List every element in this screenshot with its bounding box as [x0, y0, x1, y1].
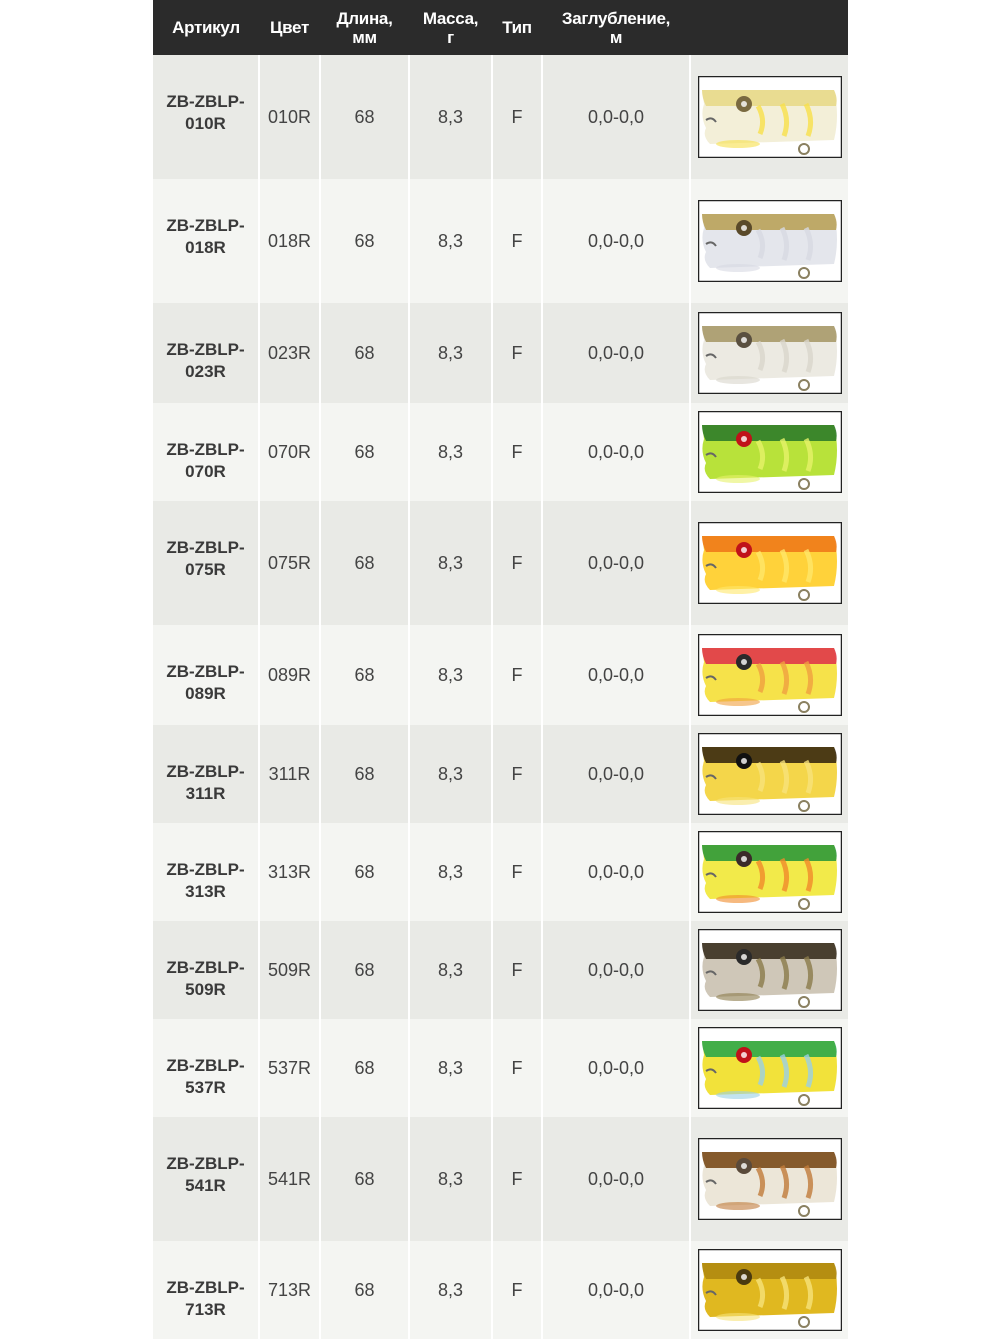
gold-chrome-lure-icon — [698, 1249, 842, 1331]
cell-color: 075R — [259, 501, 320, 625]
cell-mass: 8,3 — [409, 179, 492, 303]
cell-mass: 8,3 — [409, 403, 492, 501]
cell-image — [690, 921, 848, 1019]
article-code: 537R — [185, 1078, 226, 1097]
header-length-line2: мм — [352, 27, 377, 47]
table-header-row — [153, 0, 848, 55]
table-row — [153, 1241, 848, 1339]
cell-depth: 0,0-0,0 — [542, 501, 690, 625]
cell-type: F — [492, 403, 542, 501]
cell-image — [690, 179, 848, 303]
article-code: 023R — [185, 362, 226, 381]
cell-type: F — [492, 179, 542, 303]
cell-color: 541R — [259, 1117, 320, 1241]
cell-length: 68 — [320, 625, 409, 725]
cell-mass: 8,3 — [409, 1241, 492, 1339]
article-prefix: ZB-ZBLP- — [166, 662, 245, 681]
header-length-line1: Длина, — [336, 8, 393, 28]
article-prefix: ZB-ZBLP- — [166, 440, 245, 459]
article-prefix: ZB-ZBLP- — [166, 860, 245, 879]
article-code: 010R — [185, 114, 226, 133]
article-code: 070R — [185, 462, 226, 481]
cell-type: F — [492, 1117, 542, 1241]
cell-article — [153, 501, 259, 625]
header-depth-line1: Заглубление, — [561, 8, 671, 28]
cell-mass: 8,3 — [409, 921, 492, 1019]
cell-color: 313R — [259, 823, 320, 921]
table-row — [153, 725, 848, 823]
cell-mass: 8,3 — [409, 625, 492, 725]
cell-image — [690, 1019, 848, 1117]
table-row — [153, 823, 848, 921]
article-prefix: ZB-ZBLP- — [166, 538, 245, 557]
cell-type: F — [492, 921, 542, 1019]
white-yellow-lure-icon — [698, 76, 842, 158]
cell-length: 68 — [320, 303, 409, 403]
cell-length: 68 — [320, 501, 409, 625]
cell-mass: 8,3 — [409, 725, 492, 823]
header-length — [320, 0, 409, 55]
article-code: 509R — [185, 980, 226, 999]
cell-mass: 8,3 — [409, 55, 492, 179]
lure-spec-table — [153, 0, 848, 1339]
article-code: 541R — [185, 1176, 226, 1195]
article-code: 713R — [185, 1300, 226, 1319]
brown-ghost-lure-icon — [698, 1138, 842, 1220]
header-mass-line2: г — [447, 27, 454, 47]
black-gold-lure-icon — [698, 733, 842, 815]
cell-color: 070R — [259, 403, 320, 501]
cell-article — [153, 625, 259, 725]
cell-length: 68 — [320, 1019, 409, 1117]
table-row — [153, 1117, 848, 1241]
cell-length: 68 — [320, 403, 409, 501]
cell-image — [690, 501, 848, 625]
cell-image — [690, 625, 848, 725]
cell-length: 68 — [320, 1241, 409, 1339]
cell-length: 68 — [320, 55, 409, 179]
cell-depth: 0,0-0,0 — [542, 303, 690, 403]
green-tiger-lure-icon — [698, 411, 842, 493]
cell-type: F — [492, 55, 542, 179]
table-row — [153, 303, 848, 403]
cell-image — [690, 55, 848, 179]
silver-gold-lure-icon — [698, 200, 842, 282]
article-code: 313R — [185, 882, 226, 901]
green-yellow-lure-icon — [698, 831, 842, 913]
clear-silver-lure-icon — [698, 312, 842, 394]
article-prefix: ZB-ZBLP- — [166, 1056, 245, 1075]
cell-type: F — [492, 303, 542, 403]
cell-color: 509R — [259, 921, 320, 1019]
article-code: 075R — [185, 560, 226, 579]
table-row — [153, 1019, 848, 1117]
header-mass-line1: Масса, — [422, 8, 479, 28]
cell-color: 311R — [259, 725, 320, 823]
article-prefix: ZB-ZBLP- — [166, 1278, 245, 1297]
cell-length: 68 — [320, 1117, 409, 1241]
header-depth-line2: м — [609, 27, 623, 47]
table-row — [153, 501, 848, 625]
cell-depth: 0,0-0,0 — [542, 1241, 690, 1339]
cell-article — [153, 179, 259, 303]
cell-type: F — [492, 1019, 542, 1117]
cell-type: F — [492, 625, 542, 725]
green-blue-lure-icon — [698, 1027, 842, 1109]
cell-mass: 8,3 — [409, 1019, 492, 1117]
cell-depth: 0,0-0,0 — [542, 625, 690, 725]
cell-article — [153, 921, 259, 1019]
cell-type: F — [492, 725, 542, 823]
cell-depth: 0,0-0,0 — [542, 1117, 690, 1241]
article-prefix: ZB-ZBLP- — [166, 1154, 245, 1173]
article-prefix: ZB-ZBLP- — [166, 340, 245, 359]
table-row — [153, 921, 848, 1019]
cell-article — [153, 1019, 259, 1117]
cell-mass: 8,3 — [409, 303, 492, 403]
cell-color: 713R — [259, 1241, 320, 1339]
table-row — [153, 179, 848, 303]
cell-article — [153, 303, 259, 403]
cell-type: F — [492, 823, 542, 921]
header-depth — [542, 0, 690, 55]
cell-depth: 0,0-0,0 — [542, 55, 690, 179]
cell-article — [153, 403, 259, 501]
cell-color: 018R — [259, 179, 320, 303]
article-prefix: ZB-ZBLP- — [166, 216, 245, 235]
cell-color: 010R — [259, 55, 320, 179]
cell-length: 68 — [320, 823, 409, 921]
cell-type: F — [492, 501, 542, 625]
cell-image — [690, 403, 848, 501]
cell-mass: 8,3 — [409, 1117, 492, 1241]
header-type: Тип — [492, 0, 542, 55]
cell-article — [153, 1117, 259, 1241]
cell-length: 68 — [320, 179, 409, 303]
orange-tiger-lure-icon — [698, 522, 842, 604]
article-prefix: ZB-ZBLP- — [166, 958, 245, 977]
cell-image — [690, 1117, 848, 1241]
cell-depth: 0,0-0,0 — [542, 921, 690, 1019]
cell-article — [153, 823, 259, 921]
cell-depth: 0,0-0,0 — [542, 823, 690, 921]
header-article: Артикул — [153, 0, 259, 55]
cell-article — [153, 55, 259, 179]
cell-image — [690, 823, 848, 921]
cell-depth: 0,0-0,0 — [542, 179, 690, 303]
cell-depth: 0,0-0,0 — [542, 403, 690, 501]
article-code: 311R — [185, 784, 226, 803]
dark-metallic-lure-icon — [698, 929, 842, 1011]
article-code: 018R — [185, 238, 226, 257]
cell-mass: 8,3 — [409, 823, 492, 921]
cell-article — [153, 725, 259, 823]
cell-mass: 8,3 — [409, 501, 492, 625]
cell-article — [153, 1241, 259, 1339]
red-tiger-lure-icon — [698, 634, 842, 716]
table-row — [153, 403, 848, 501]
cell-image — [690, 303, 848, 403]
cell-image — [690, 725, 848, 823]
article-code: 089R — [185, 684, 226, 703]
header-color: Цвет — [259, 0, 320, 55]
table-row — [153, 625, 848, 725]
cell-color: 023R — [259, 303, 320, 403]
cell-depth: 0,0-0,0 — [542, 1019, 690, 1117]
table-row — [153, 55, 848, 179]
cell-length: 68 — [320, 725, 409, 823]
cell-image — [690, 1241, 848, 1339]
cell-color: 537R — [259, 1019, 320, 1117]
article-prefix: ZB-ZBLP- — [166, 92, 245, 111]
header-mass — [409, 0, 492, 55]
cell-color: 089R — [259, 625, 320, 725]
cell-length: 68 — [320, 921, 409, 1019]
cell-depth: 0,0-0,0 — [542, 725, 690, 823]
header-image — [690, 0, 848, 55]
cell-type: F — [492, 1241, 542, 1339]
article-prefix: ZB-ZBLP- — [166, 762, 245, 781]
